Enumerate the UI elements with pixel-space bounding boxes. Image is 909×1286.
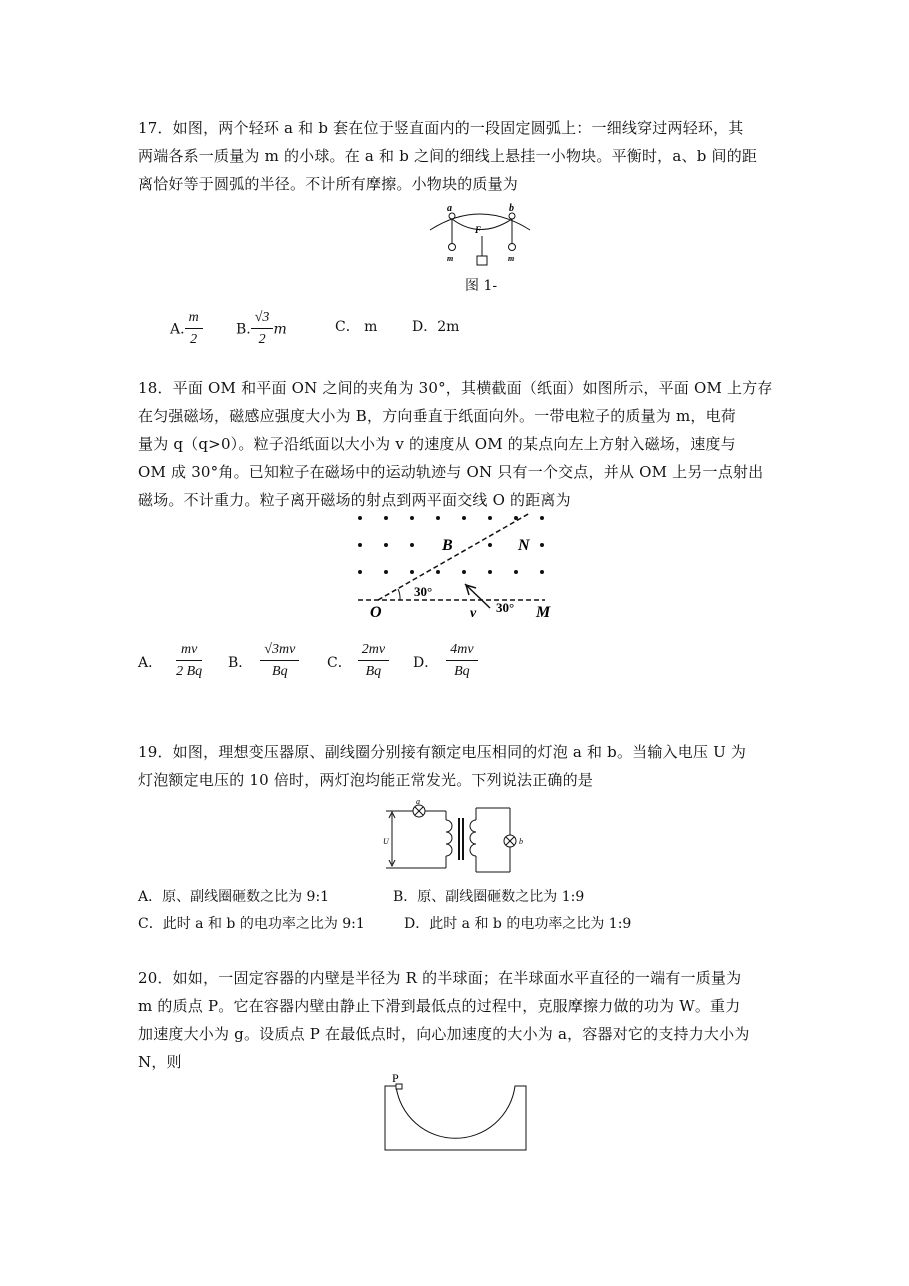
q17-option-b[interactable] (236, 308, 287, 351)
fraction-denominator: Bq (454, 664, 470, 679)
q18-label-O: O (370, 604, 382, 621)
q18-line-4: OM 成 30°角。已知粒子在磁场中的运动轨迹与 ON 只有一个交点，并从 OM 上另一点射出 (138, 463, 764, 481)
question-18-text (138, 374, 778, 514)
q18-option-a-fraction (176, 640, 202, 683)
q18-option-a[interactable] (138, 640, 202, 683)
q18-option-d-fraction (446, 640, 477, 683)
q17-label-b: b (509, 203, 514, 214)
q17-line-2: 两端各系一质量为 m 的小球。在 a 和 b 之间的细线上悬挂一小物块。平衡时，a、b 间的距 (138, 147, 758, 165)
q17-option-c[interactable]: C． m (335, 319, 378, 335)
q19-option-a[interactable]: A．原、副线圈砸数之比为 9:1 (138, 889, 330, 905)
q18-label-angle-bottom: 30° (496, 600, 515, 615)
q17-option-b-prefix: B. (236, 321, 251, 338)
q18-option-a-prefix: A． (138, 654, 163, 671)
q18-label-M: M (536, 604, 551, 621)
fraction-numerator: √3mv (260, 640, 299, 661)
q18-line-2: 在匀强磁场，磁感应强度大小为 B，方向垂直于纸面向外。一带电粒子的质量为 m，电荷 (138, 407, 736, 425)
q19-line-1: 19．如图，理想变压器原、副线圈分别接有额定电压相同的灯泡 a 和 b。当输入电压 U 为 (138, 743, 747, 761)
q17-line-1: 17．如图，两个轻环 a 和 b 套在位于竖直面内的一段固定圆弧上：一细线穿过两轻环，其 (138, 119, 744, 137)
q18-option-b-prefix: B． (228, 654, 253, 671)
q18-line-3: 量为 q（q>0）。粒子沿纸面以大小为 v 的速度从 OM 的某点向左上方射入磁场，速度与 (138, 435, 736, 453)
q18-label-N: N (518, 537, 530, 554)
q19-option-c[interactable]: C．此时 a 和 b 的电功率之比为 9:1 (138, 916, 365, 932)
q19-label-b: b (519, 837, 523, 846)
q18-option-d[interactable] (413, 640, 478, 683)
q20-label-P: P (392, 1071, 399, 1085)
q20-figure-hemisphere-container (380, 1070, 532, 1154)
question-20-text (138, 964, 778, 1076)
q18-figure-magnetic-field (350, 508, 560, 623)
q18-line-1: 18．平面 OM 和平面 ON 之间的夹角为 30°，其横截面（纸面）如图所示，平面 OM 上方存 (138, 379, 773, 397)
q19-option-d[interactable]: D．此时 a 和 b 的电功率之比为 1:9 (404, 916, 632, 932)
q17-option-b-suffix: m (273, 321, 287, 338)
q20-line-3: 加速度大小为 g。设质点 P 在最低点时，向心加速度的大小为 a，容器对它的支持力大小为 (138, 1025, 750, 1043)
q17-option-b-fraction (251, 308, 274, 351)
q19-line-2: 灯泡额定电压的 10 倍时，两灯泡均能正常发光。下列说法正确的是 (138, 771, 594, 789)
fraction-numerator: 2mv (358, 640, 389, 661)
q17-label-F: F (475, 225, 482, 235)
fraction-numerator: √3 (251, 308, 274, 329)
q17-option-a-prefix: A. (170, 321, 185, 338)
q17-label-m-right: m (508, 254, 515, 263)
q18-label-B: B (442, 537, 453, 554)
q18-option-b[interactable] (228, 640, 299, 683)
q17-option-d[interactable]: D．2m (412, 319, 460, 335)
q18-label-angle-top: 30° (414, 584, 433, 599)
fraction-denominator: Bq (365, 664, 382, 679)
q18-option-b-fraction (260, 640, 299, 683)
fraction-denominator: 2 Bq (176, 664, 203, 679)
fraction-denominator: Bq (272, 664, 288, 679)
q19-label-a: a (416, 800, 420, 806)
question-19-text (138, 738, 778, 794)
q19-label-U: U (383, 837, 389, 846)
fraction-numerator: m (185, 308, 203, 329)
q18-label-v: v (470, 606, 477, 621)
q20-line-4: N，则 (138, 1053, 182, 1071)
q17-option-a[interactable] (170, 308, 203, 351)
fraction-numerator: mv (176, 640, 202, 661)
q18-line-5: 磁场。不计重力。粒子离开磁场的射点到两平面交线 O 的距离为 (138, 491, 571, 509)
q17-label-m-left: m (447, 254, 454, 263)
q17-option-a-fraction (185, 308, 203, 351)
q18-option-c[interactable] (327, 640, 389, 683)
q20-line-1: 20．如如，一固定容器的内壁是半径为 R 的半球面；在半球面水平直径的一端有一质量为 (138, 969, 742, 987)
q18-option-c-prefix: C． (327, 654, 352, 671)
q18-option-c-fraction (358, 640, 389, 683)
question-17-text (138, 114, 778, 198)
q17-label-a: a (447, 203, 452, 214)
q19-option-b[interactable]: B．原、副线圈砸数之比为 1:9 (393, 889, 585, 905)
fraction-numerator: 4mv (446, 640, 477, 661)
fraction-denominator: 2 (258, 332, 266, 347)
fraction-denominator: 2 (190, 332, 198, 347)
q17-figure-arc-rings (425, 200, 535, 270)
q20-line-2: m 的质点 P。它在容器内壁由静止下滑到最低点的过程中，克服摩擦力做的功为 W。重力 (138, 997, 741, 1015)
q17-line-3: 离恰好等于圆弧的半径。不计所有摩擦。小物块的质量为 (138, 175, 519, 193)
q17-figure-caption: 图 1- (465, 278, 498, 294)
q19-figure-transformer (378, 800, 538, 880)
q18-option-d-prefix: D． (413, 654, 439, 671)
